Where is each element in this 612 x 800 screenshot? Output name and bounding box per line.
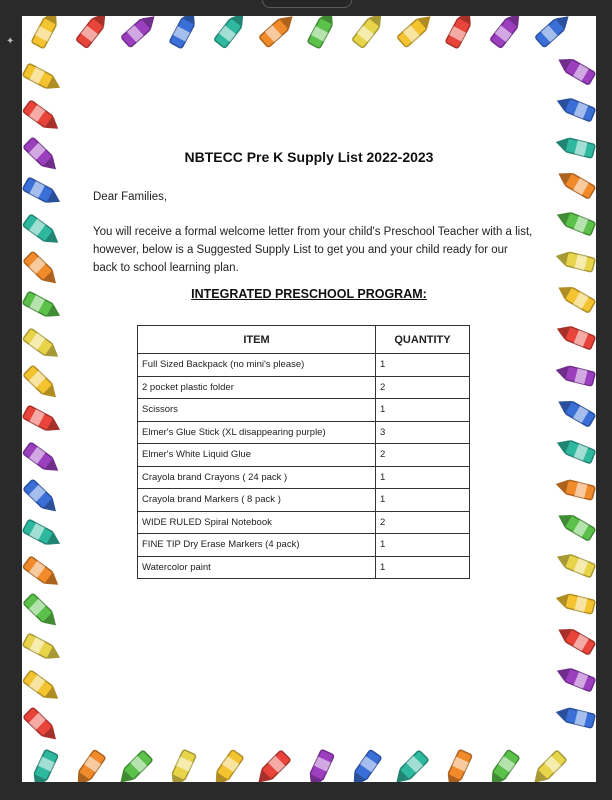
crayon-icon <box>443 749 472 782</box>
table-row <box>138 511 470 534</box>
item-cell: Elmer's White Liquid Glue <box>138 444 376 467</box>
crayon-icon <box>445 16 476 49</box>
crayon-icon <box>554 550 595 578</box>
crayon-icon <box>214 16 249 48</box>
crayon-icon <box>23 442 63 476</box>
item-cell: Scissors <box>138 399 376 422</box>
crayon-icon <box>555 623 596 655</box>
crayon-icon <box>23 556 63 590</box>
crayon-icon <box>554 664 595 692</box>
item-cell: Full Sized Backpack (no mini's please) <box>138 354 376 377</box>
item-cell: Watercolor paint <box>138 556 376 579</box>
item-cell: Elmer's Glue Stick (XL disappearing purple) <box>138 421 376 444</box>
quantity-cell: 1 <box>376 354 470 377</box>
crayon-icon <box>210 750 244 782</box>
margin-mark-icon: ✦ <box>6 36 15 47</box>
salutation: Dear Families, <box>93 191 168 203</box>
crayon-icon <box>554 436 595 464</box>
table-row <box>138 399 470 422</box>
crayon-icon <box>348 750 382 782</box>
quantity-cell: 2 <box>376 376 470 399</box>
item-cell: Crayola brand Crayons ( 24 pack ) <box>138 466 376 489</box>
window-top-notch <box>262 0 352 8</box>
crayon-icon <box>23 593 61 630</box>
crayon-icon <box>253 750 290 782</box>
crayon-icon <box>23 479 61 516</box>
item-column-header: ITEM <box>138 326 376 354</box>
crayon-icon <box>554 94 595 122</box>
crayon-icon <box>391 750 428 782</box>
crayon-icon <box>23 365 61 402</box>
table-row <box>138 466 470 489</box>
crayon-icon <box>307 16 338 49</box>
crayon-icon <box>554 249 595 272</box>
crayon-icon <box>23 251 61 288</box>
quantity-cell: 3 <box>376 421 470 444</box>
crayon-icon <box>490 16 525 48</box>
intro-paragraph: You will receive a formal welcome letter from your child's Preschool Teacher with a list, however, below is a Suggested Supply List to get you and your child ready for our back to school learning plan. <box>93 226 533 274</box>
quantity-cell: 2 <box>376 444 470 467</box>
crayon-icon <box>529 750 566 782</box>
crayon-icon <box>31 16 62 49</box>
crayon-icon <box>22 519 63 550</box>
table-row <box>138 489 470 512</box>
crayon-icon <box>397 16 435 48</box>
crayon-icon <box>121 16 159 48</box>
crayon-icon <box>29 749 58 782</box>
crayon-icon <box>352 16 387 48</box>
crayon-icon <box>22 405 63 436</box>
crayon-icon <box>23 214 63 248</box>
crayon-icon <box>554 322 595 350</box>
crayon-icon <box>23 670 63 704</box>
crayon-icon <box>167 749 196 782</box>
table-row <box>138 421 470 444</box>
crayon-icon <box>555 395 596 427</box>
crayon-icon <box>72 750 106 782</box>
item-cell: FINE TIP Dry Erase Markers (4 pack) <box>138 534 376 557</box>
crayon-icon <box>555 53 596 85</box>
document-page <box>22 16 596 782</box>
crayon-icon <box>555 509 596 541</box>
table-row <box>138 556 470 579</box>
table-row <box>138 444 470 467</box>
item-cell: Crayola brand Markers ( 8 pack ) <box>138 489 376 512</box>
crayon-icon <box>535 16 573 48</box>
item-cell: 2 pocket plastic folder <box>138 376 376 399</box>
crayon-icon <box>23 100 63 134</box>
crayon-icon <box>259 16 297 48</box>
crayon-icon <box>22 633 63 664</box>
crayon-icon <box>169 16 200 49</box>
quantity-cell: 2 <box>376 511 470 534</box>
crayon-icon <box>554 477 595 500</box>
quantity-column-header: QUANTITY <box>376 326 470 354</box>
page-title: NBTECC Pre K Supply List 2022-2023 <box>184 149 434 165</box>
item-cell: WIDE RULED Spiral Notebook <box>138 511 376 534</box>
crayon-icon <box>22 63 63 94</box>
table-header-row <box>138 326 470 354</box>
crayon-icon <box>554 591 595 614</box>
quantity-cell: 1 <box>376 466 470 489</box>
supply-table <box>137 325 470 579</box>
crayon-icon <box>486 750 520 782</box>
crayon-icon <box>115 750 152 782</box>
crayon-icon <box>554 363 595 386</box>
quantity-cell: 1 <box>376 399 470 422</box>
crayon-icon <box>555 167 596 199</box>
table-row <box>138 354 470 377</box>
crayon-icon <box>23 707 61 744</box>
table-row <box>138 376 470 399</box>
quantity-cell: 1 <box>376 489 470 512</box>
crayon-icon <box>305 749 334 782</box>
crayon-icon <box>554 208 595 236</box>
crayon-icon <box>554 705 595 728</box>
quantity-cell: 1 <box>376 556 470 579</box>
quantity-cell: 1 <box>376 534 470 557</box>
crayon-icon <box>22 177 63 208</box>
program-heading: INTEGRATED PRESCHOOL PROGRAM: <box>191 287 427 301</box>
crayon-icon <box>23 328 63 362</box>
crayon-icon <box>76 16 111 48</box>
table-row <box>138 534 470 557</box>
